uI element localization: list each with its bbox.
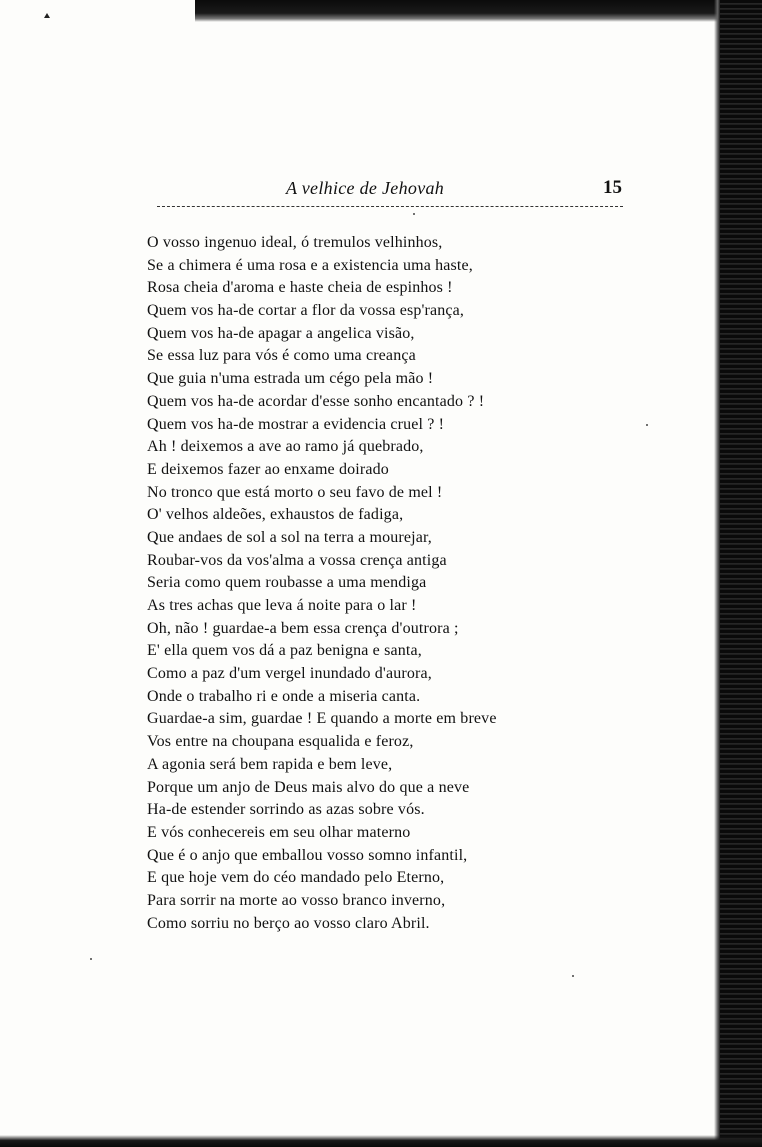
poem-line: E deixemos fazer ao enxame doirado: [147, 460, 389, 478]
poem-line: Como a paz d'um vergel inundado d'aurora,: [147, 665, 432, 683]
poem-line: Rosa cheia d'aroma e haste cheia de espinhos !: [147, 279, 453, 297]
scan-speck: [646, 424, 648, 426]
running-title: A velhice de Jehovah: [286, 178, 445, 198]
poem-line: Ah ! deixemos a ave ao ramo já quebrado,: [147, 438, 424, 456]
poem-line: Que é o anjo que emballou vosso somno infantil,: [147, 846, 468, 864]
poem-line: Que andaes de sol a sol na terra a mourejar,: [147, 528, 432, 546]
poem-line: O' velhos aldeões, exhaustos de fadiga,: [147, 506, 404, 524]
page-header: [150, 176, 624, 206]
header-divider: [157, 206, 623, 207]
scan-speck: [413, 213, 415, 215]
poem-line: No tronco que está morto o seu favo de mel !: [147, 483, 443, 501]
poem-line: Quem vos ha-de apagar a angelica visão,: [147, 324, 415, 342]
poem-line: A agonia será bem rapida e bem leve,: [147, 755, 393, 773]
poem-line: O vosso ingenuo ideal, ó tremulos velhinhos,: [147, 234, 443, 251]
corner-mark-icon: [44, 13, 50, 18]
poem-line: Onde o trabalho ri e onde a miseria canta.: [147, 687, 421, 705]
poem-line: Se a chimera é uma rosa e a existencia uma haste,: [147, 256, 473, 274]
scan-top-edge: [195, 0, 762, 22]
poem-line: Quem vos ha-de cortar a flor da vossa esp'rança,: [147, 302, 465, 320]
poem-line: Oh, não ! guardae-a bem essa crença d'outrora ;: [147, 619, 459, 637]
poem-line: Que guia n'uma estrada um cégo pela mão !: [147, 370, 434, 388]
poem-line: Se essa luz para vós é como uma creança: [147, 347, 416, 365]
poem-line: E que hoje vem do céo mandado pelo Eterno,: [147, 869, 445, 887]
page-number: 15: [603, 177, 622, 198]
scan-bottom-edge: [0, 1135, 762, 1147]
poem-line: As tres achas que leva á noite para o lar !: [147, 597, 417, 614]
poem-line: Ha-de estender sorrindo as azas sobre vós.: [147, 801, 425, 819]
poem-line: Roubar-vos da vos'alma a vossa crença antiga: [147, 551, 447, 569]
poem-line: Como sorriu no berço ao vosso claro Abril.: [147, 914, 430, 932]
poem-line: Quem vos ha-de acordar d'esse sonho encantado ? !: [147, 392, 485, 410]
poem-line: E vós conhecereis em seu olhar materno: [147, 823, 411, 841]
poem-line: Vos entre na choupana esqualida e feroz,: [147, 733, 414, 751]
poem-line: E' ella quem vos dá a paz benigna e santa,: [147, 642, 422, 660]
poem-line: Quem vos ha-de mostrar a evidencia cruel ? !: [147, 415, 445, 433]
poem-text: [147, 232, 617, 935]
poem-line: Guardae-a sim, guardae ! E quando a morte em breve: [147, 710, 497, 728]
scan-speck: [572, 975, 574, 977]
scan-right-edge: [720, 0, 762, 1147]
poem-line: Seria como quem roubasse a uma mendiga: [147, 574, 427, 592]
poem-line: Porque um anjo de Deus mais alvo do que a neve: [147, 778, 470, 796]
poem-line: Para sorrir na morte ao vosso branco inverno,: [147, 891, 446, 909]
scan-speck: [90, 958, 92, 960]
